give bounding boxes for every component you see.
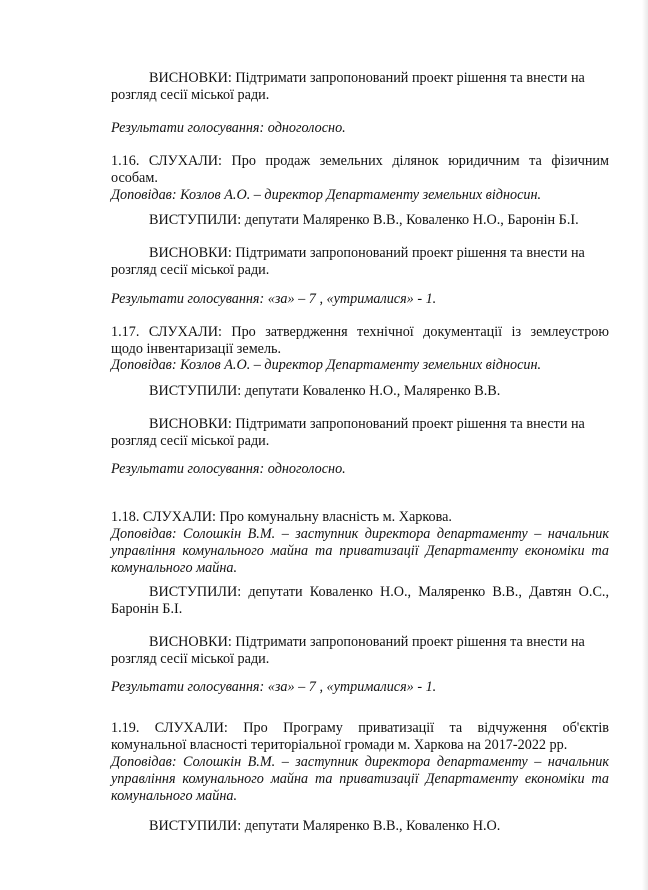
- spoke-paragraph: [111, 584, 609, 618]
- text-line: Доповідав: Солошкін В.М. – заступник директора департаменту – начальник: [111, 754, 609, 770]
- text-line: Баронін Б.І.: [111, 601, 183, 617]
- text-line: комунального майна.: [111, 560, 238, 576]
- text-line: розгляд сесії міської ради.: [111, 262, 270, 278]
- speaker: [111, 526, 609, 577]
- conclusion-paragraph: [111, 634, 609, 668]
- spoke-paragraph: ВИСТУПИЛИ: депутати Маляренко В.В., Коваленко Н.О.: [149, 818, 501, 834]
- text-line: Доповідав: Солошкін В.М. – заступник директора департаменту – начальник: [111, 526, 609, 542]
- text-line: розгляд сесії міської ради.: [111, 87, 270, 103]
- text-line: управління комунального майна та приватизації Департаменту економіки та: [111, 771, 609, 787]
- text-line: розгляд сесії міської ради.: [111, 651, 270, 667]
- agenda-item-1-17: [111, 324, 609, 358]
- text-line: комунального майна.: [111, 788, 238, 804]
- scan-edge: [642, 0, 648, 890]
- speaker: [111, 754, 609, 805]
- speaker: Доповідав: Козлов А.О. – директор Департаменту земельних відносин.: [111, 187, 542, 203]
- text-line: ВИСНОВКИ: Підтримати запропонований проект рішення та внести на: [149, 245, 585, 261]
- vote-result: Результати голосування: одноголосно.: [111, 461, 346, 477]
- agenda-item-1-19: [111, 720, 609, 754]
- conclusion-paragraph: [111, 70, 603, 104]
- heard-line: 1.17. СЛУХАЛИ: Про затвердження технічної документації із землеустрою: [111, 324, 609, 340]
- text-line: ВИСНОВКИ: Підтримати запропонований проект рішення та внести на: [149, 70, 585, 86]
- agenda-item-1-18: 1.18. СЛУХАЛИ: Про комунальну власність м. Харкова.: [111, 509, 452, 525]
- agenda-item-1-16: [111, 153, 609, 187]
- text-line: ВИСТУПИЛИ: депутати Коваленко Н.О., Маляренко В.В., Давтян О.С.,: [149, 584, 609, 600]
- heard-line: 1.19. СЛУХАЛИ: Про Програму приватизації та відчуження об'єктів: [111, 720, 609, 736]
- text-line: управління комунального майна та приватизації Департаменту економіки та: [111, 543, 609, 559]
- heard-line: щодо інвентаризації земель.: [111, 341, 282, 357]
- conclusion-paragraph: [111, 416, 609, 450]
- vote-result: Результати голосування: «за» – 7 , «утрималися» - 1.: [111, 679, 437, 695]
- heard-line: 1.16. СЛУХАЛИ: Про продаж земельних ділянок юридичним та фізичним: [111, 153, 609, 169]
- spoke-paragraph: ВИСТУПИЛИ: депутати Маляренко В.В., Коваленко Н.О., Баронін Б.І.: [149, 212, 579, 228]
- text-line: розгляд сесії міської ради.: [111, 433, 270, 449]
- heard-line: особам.: [111, 170, 158, 186]
- speaker: Доповідав: Козлов А.О. – директор Департаменту земельних відносин.: [111, 357, 542, 373]
- vote-result: Результати голосування: «за» – 7 , «утрималися» - 1.: [111, 291, 437, 307]
- text-line: ВИСНОВКИ: Підтримати запропонований проект рішення та внести на: [149, 634, 585, 650]
- text-line: ВИСНОВКИ: Підтримати запропонований проект рішення та внести на: [149, 416, 585, 432]
- spoke-paragraph: ВИСТУПИЛИ: депутати Коваленко Н.О., Маляренко В.В.: [149, 383, 501, 399]
- conclusion-paragraph: [111, 245, 609, 279]
- heard-line: комунальної власності територіальної громади м. Харкова на 2017-2022 рр.: [111, 737, 568, 753]
- vote-result: Результати голосування: одноголосно.: [111, 120, 346, 136]
